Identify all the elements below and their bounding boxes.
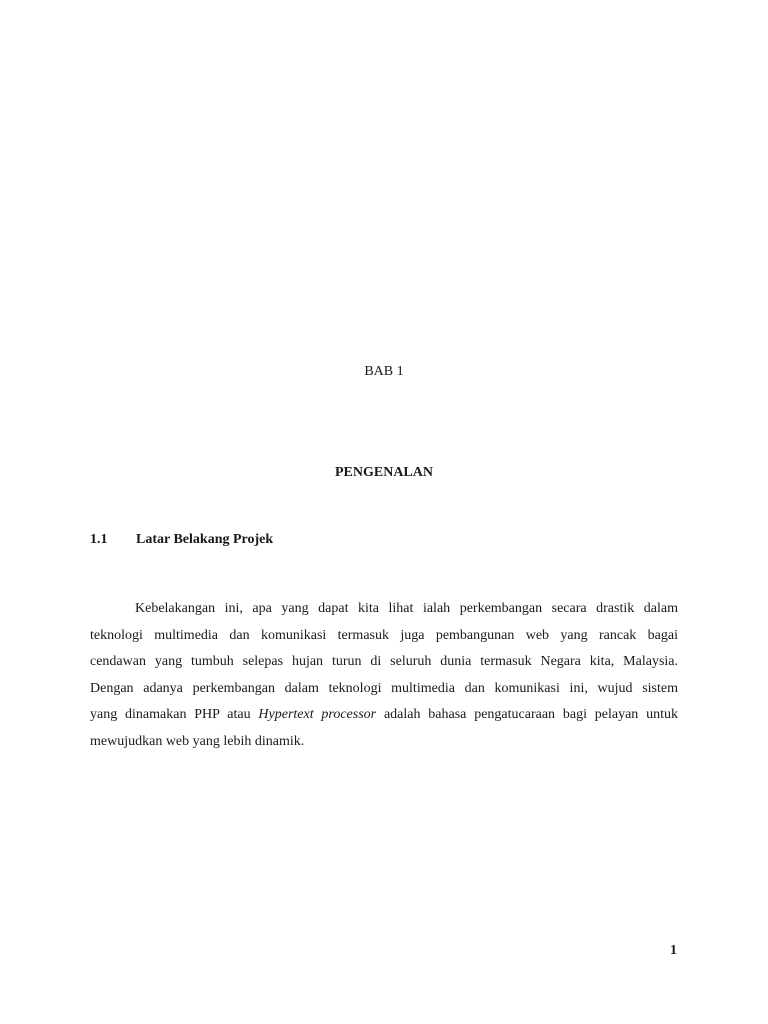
paragraph-line: mewujudkan web yang lebih dinamik. (90, 733, 305, 749)
chapter-label: BAB 1 (364, 364, 404, 379)
paragraph-line: Kebelakangan ini, apa yang dapat kita lihat ialah perkembangan secara drastik dalam (135, 601, 678, 616)
paragraph-line (90, 702, 678, 729)
paragraph-italic-term: Hypertext processor (258, 707, 377, 722)
section-title: Latar Belakang Projek (136, 532, 274, 547)
paragraph-text: adalah bahasa pengatucaraan bagi pelayan untuk (383, 707, 679, 722)
paragraph-text: yang dinamakan PHP atau (90, 707, 251, 722)
section-number: 1.1 (90, 532, 108, 547)
page-number: 1 (670, 943, 677, 958)
paragraph-line: teknologi multimedia dan komunikasi termasuk juga pembangunan web yang rancak bagai (90, 627, 678, 643)
paragraph-line: cendawan yang tumbuh selepas hujan turun di seluruh dunia termasuk Negara kita, Malaysia. (90, 654, 678, 669)
section-heading (90, 532, 273, 548)
body-paragraph (90, 596, 678, 755)
paragraph-line: Dengan adanya perkembangan dalam teknologi multimedia dan komunikasi ini, wujud sistem (90, 680, 678, 696)
chapter-title: PENGENALAN (334, 465, 433, 480)
